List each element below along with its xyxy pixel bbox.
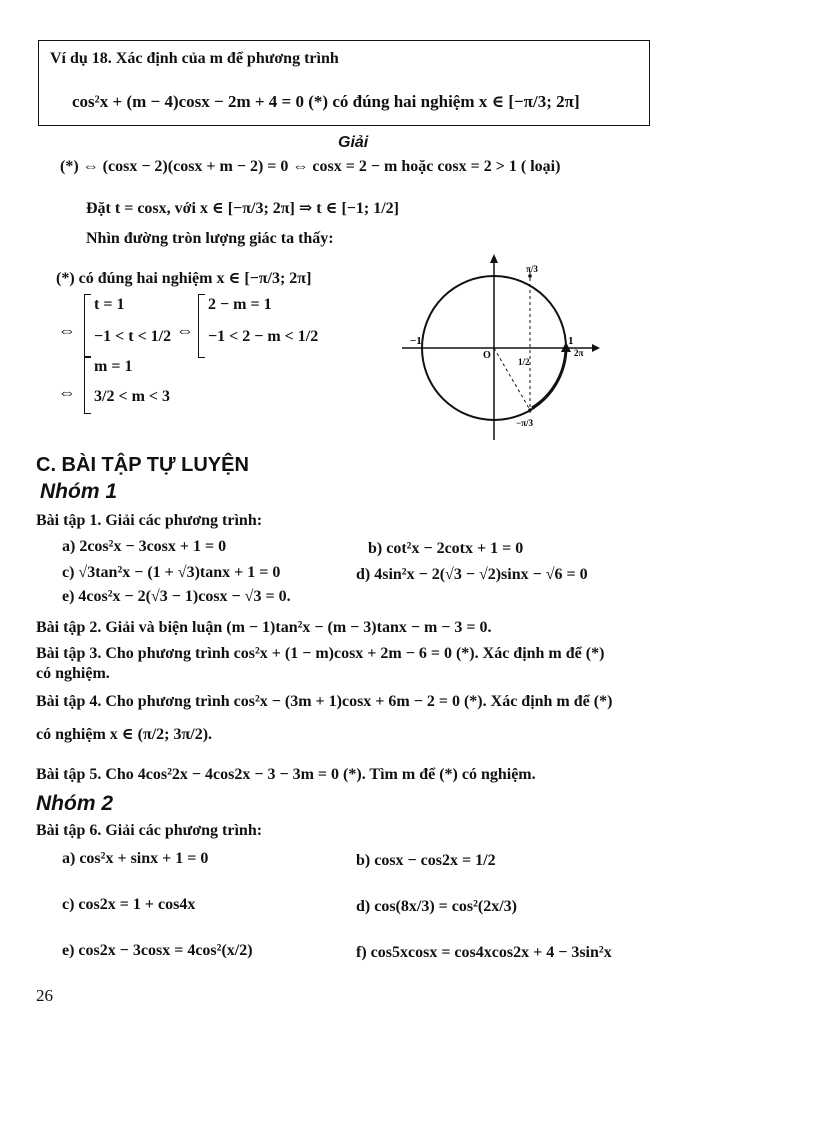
- step2-b: 3/2 < m < 3: [94, 388, 171, 405]
- ex1-e: e) 4cos²x − 2(√3 − 1)cosx − √3 = 0.: [62, 588, 291, 605]
- equiv-sign-3: ⇔: [58, 382, 76, 402]
- solution-arc: [532, 348, 566, 408]
- ex3-line: [36, 645, 604, 663]
- ex1-title: Bài tập 1.: [36, 512, 102, 529]
- ex2-text: Giải và biện luận (m − 1)tan²x − (m − 3)tanx − m − 3 = 0.: [105, 619, 492, 636]
- ex1-b: b) cot²x − 2cotx + 1 = 0: [368, 540, 524, 557]
- ex6-b: b) cosx − cos2x = 1/2: [356, 852, 496, 869]
- equiv-sign-2: ⇔: [176, 320, 194, 340]
- label-one: 1: [568, 335, 574, 347]
- ex5-title: Bài tập 5.: [36, 766, 102, 783]
- step1-b: −1 < t < 1/2: [94, 328, 172, 345]
- example-title-line: [50, 50, 339, 68]
- ex3-text2: có nghiệm.: [36, 665, 110, 682]
- group1-title: Nhóm 1: [40, 480, 118, 503]
- ex3-title: Bài tập 3.: [36, 645, 102, 662]
- ex4-line: [36, 693, 612, 711]
- ex6-c: c) cos2x = 1 + cos4x: [62, 896, 196, 913]
- section-title: C. BÀI TẬP TỰ LUYỆN: [36, 454, 249, 476]
- ex6-e: e) cos2x − 3cosx = 4cos²(x/2): [62, 942, 253, 959]
- ex4-text: Cho phương trình cos²x − (3m + 1)cosx + 6m − 2 = 0 (*). Xác định m để (*): [105, 693, 613, 710]
- example-title: Ví dụ 18.: [50, 50, 112, 67]
- ex2-title: Bài tập 2.: [36, 619, 102, 636]
- label-minus-pi3: −π/3: [516, 418, 534, 428]
- ex5-line: [36, 766, 536, 784]
- ex1-d: d) 4sin²x − 2(√3 − √2)sinx − √6 = 0: [356, 566, 588, 583]
- label-half: 1/2: [518, 357, 530, 367]
- ex4-title: Bài tập 4.: [36, 693, 102, 710]
- solution-line3: Nhìn đường tròn lượng giác ta thấy:: [86, 230, 334, 247]
- step1-d: −1 < 2 − m < 1/2: [208, 328, 319, 345]
- bracket-3: [84, 356, 91, 414]
- bracket-2: [198, 294, 205, 358]
- x-axis-arrow-icon: [592, 344, 600, 352]
- point-pi3: [528, 274, 532, 278]
- bracket-1: [84, 294, 91, 358]
- ex1-line: [36, 512, 262, 530]
- solution-line4: (*) có đúng hai nghiệm x ∈ [−π/3; 2π]: [56, 270, 312, 287]
- page-number: 26: [36, 986, 53, 1005]
- solution-heading: Giải: [338, 134, 369, 151]
- step1-c: 2 − m = 1: [208, 296, 272, 313]
- ex6-title: Bài tập 6.: [36, 822, 102, 839]
- example-title-rest: Xác định của m để phương trình: [115, 50, 339, 67]
- group2-title: Nhóm 2: [36, 792, 114, 815]
- ex5-text: Cho 4cos²2x − 4cos2x − 3 − 3m = 0 (*). Tìm m để (*) có nghiệm.: [105, 766, 536, 783]
- label-2pi: 2π: [574, 348, 584, 358]
- ex1-text: Giải các phương trình:: [105, 512, 263, 529]
- ex4-text2: có nghiệm x ∈ (π/2; 3π/2).: [36, 726, 213, 743]
- ex3-text: Cho phương trình cos²x + (1 − m)cosx + 2m − 6 = 0 (*). Xác định m để (*): [105, 645, 605, 662]
- unit-circle-diagram: [400, 248, 610, 444]
- example-equation: cos²x + (m − 4)cosx − 2m + 4 = 0 (*) có đúng hai nghiệm x ∈ [−π/3; 2π]: [72, 92, 580, 111]
- ex6-line: [36, 822, 262, 840]
- y-axis-arrow-icon: [490, 254, 498, 263]
- step2-a: m = 1: [94, 358, 133, 375]
- ex1-c: c) √3tan²x − (1 + √3)tanx + 1 = 0: [62, 564, 281, 581]
- equiv-sign-1: ⇔: [58, 320, 76, 340]
- point-minus-pi3: [528, 408, 532, 412]
- step1-a: t = 1: [94, 296, 125, 313]
- label-pi3-top: π/3: [526, 264, 538, 274]
- solution-line2: Đặt t = cosx, với x ∈ [−π/3; 2π] ⇒ t ∈ [−1; 1/2]: [86, 200, 400, 217]
- ex6-text: Giải các phương trình:: [105, 822, 263, 839]
- label-minus1: −1: [410, 335, 422, 347]
- ex2-line: [36, 619, 492, 637]
- solution-line1: (*) ⇔ (cosx − 2)(cosx + m − 2) = 0 ⇔ cosx = 2 − m hoặc cosx = 2 > 1 ( loại): [60, 158, 561, 175]
- label-origin: O: [483, 350, 491, 361]
- ex6-f: f) cos5xcosx = cos4xcos2x + 4 − 3sin²x: [356, 944, 612, 961]
- ex1-a: a) 2cos²x − 3cosx + 1 = 0: [62, 538, 227, 555]
- ex6-d: d) cos(8x/3) = cos²(2x/3): [356, 898, 517, 915]
- ex6-a: a) cos²x + sinx + 1 = 0: [62, 850, 209, 867]
